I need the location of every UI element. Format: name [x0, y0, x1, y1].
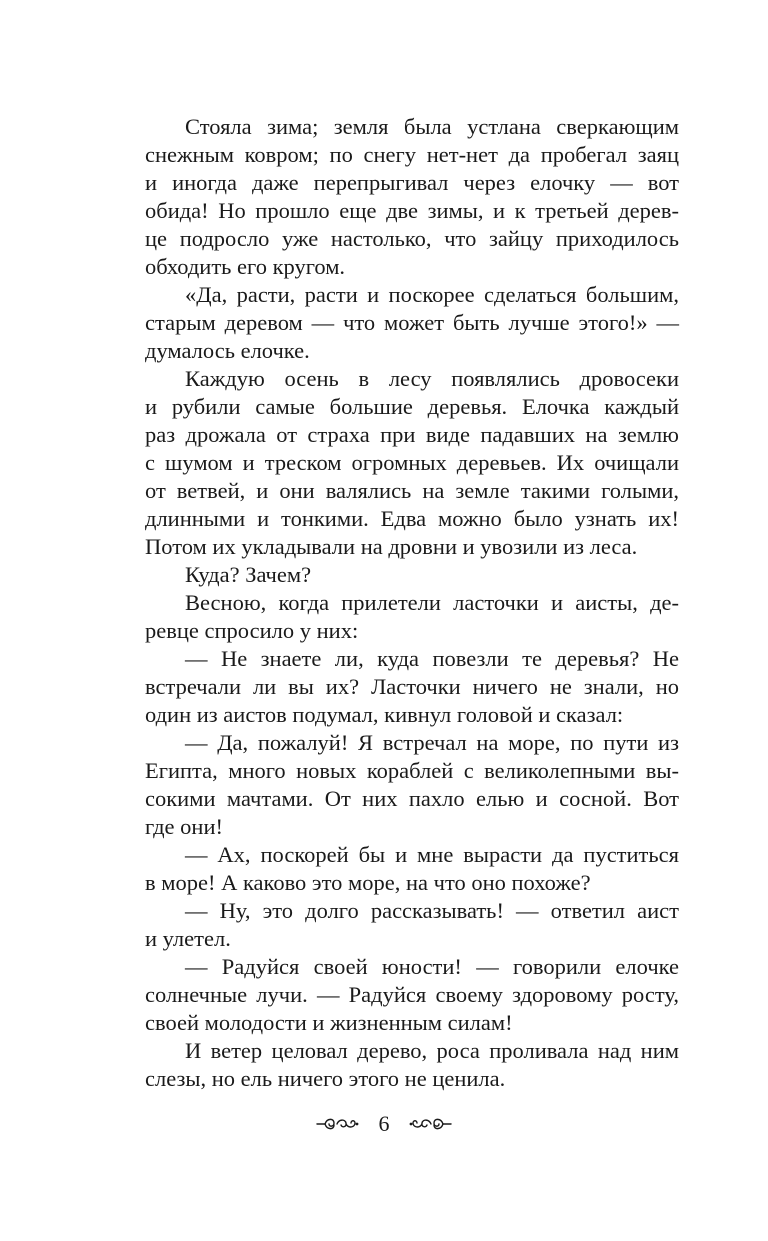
flourish-right-icon	[409, 1115, 453, 1133]
text-line: Потом их укладывали на дровни и увозили из леса.	[145, 534, 638, 559]
text-line: один из аистов подумал, кивнул головой и сказал:	[145, 702, 624, 727]
paragraph	[145, 365, 679, 561]
text-line: старым деревом — что может быть лучше этого!» —	[145, 310, 679, 335]
text-line: от ветвей, и они валялись на земле такими голыми,	[145, 478, 679, 503]
text-line: — Ах, поскорей бы и мне вырасти да пуститься	[185, 842, 679, 867]
text-line: в море! А каково это море, на что оно похоже?	[145, 870, 591, 895]
text-line: сокими мачтами. От них пахло елью и сосной. Вот	[145, 786, 679, 811]
text-line: длинными и тонкими. Едва можно было узнать их!	[145, 506, 679, 531]
text-line: — Не знаете ли, куда повезли те деревья? Не	[185, 646, 679, 671]
text-line: Египта, много новых кораблей с великолепными вы-	[145, 758, 679, 783]
text-line: «Да, расти, расти и поскорее сделаться большим,	[185, 282, 679, 307]
paragraph	[145, 281, 679, 365]
text-line: с шумом и треском огромных деревьев. Их очищали	[145, 450, 679, 475]
text-line: раз дрожала от страха при виде падавших на землю	[145, 422, 679, 447]
text-line: — Ну, это долго рассказывать! — ответил аист	[185, 898, 679, 923]
page-number: 6	[378, 1110, 390, 1136]
page-footer	[0, 1109, 768, 1137]
paragraph	[145, 841, 679, 897]
text-line: где они!	[145, 814, 223, 839]
text-line: и улетел.	[145, 926, 231, 951]
text-line: и рубили самые большие деревья. Елочка каждый	[145, 394, 679, 419]
text-line: обида! Но прошло еще две зимы, и к третьей дерев-	[145, 198, 679, 223]
text-line: ревце спросило у них:	[145, 618, 359, 643]
text-line: Каждую осень в лесу появлялись дровосеки	[185, 366, 679, 391]
text-line: встречали ли вы их? Ласточки ничего не знали, но	[145, 674, 679, 699]
paragraph	[145, 113, 679, 281]
text-line: своей молодости и жизненным силам!	[145, 1010, 513, 1035]
paragraph	[145, 645, 679, 729]
text-line: и иногда даже перепрыгивал через елочку — вот	[145, 170, 679, 195]
text-line: — Да, пожалуй! Я встречал на море, по пути из	[185, 730, 679, 755]
text-line: снежным ковром; по снегу нет-нет да пробегал заяц	[145, 142, 679, 167]
paragraph	[145, 589, 679, 645]
text-line: це подросло уже настолько, что зайцу приходилось	[145, 226, 679, 251]
text-line: солнечные лучи. — Радуйся своему здоровому росту,	[145, 982, 679, 1007]
text-line: думалось елочке.	[145, 338, 310, 363]
paragraph	[145, 561, 679, 589]
text-line: Куда? Зачем?	[185, 562, 312, 587]
page-body	[145, 113, 679, 1093]
text-line: обходить его кругом.	[145, 254, 346, 279]
paragraph	[145, 897, 679, 953]
text-line: Весною, когда прилетели ласточки и аисты, де-	[185, 590, 679, 615]
text-line: Стояла зима; земля была устлана сверкающим	[185, 114, 679, 139]
text-line: слезы, но ель ничего этого не ценила.	[145, 1066, 506, 1091]
text-line: — Радуйся своей юности! — говорили елочке	[185, 954, 679, 979]
paragraph	[145, 953, 679, 1037]
flourish-left-icon	[315, 1115, 359, 1133]
text-line: И ветер целовал дерево, роса проливала над ним	[185, 1038, 679, 1063]
paragraph	[145, 1037, 679, 1093]
paragraph	[145, 729, 679, 841]
